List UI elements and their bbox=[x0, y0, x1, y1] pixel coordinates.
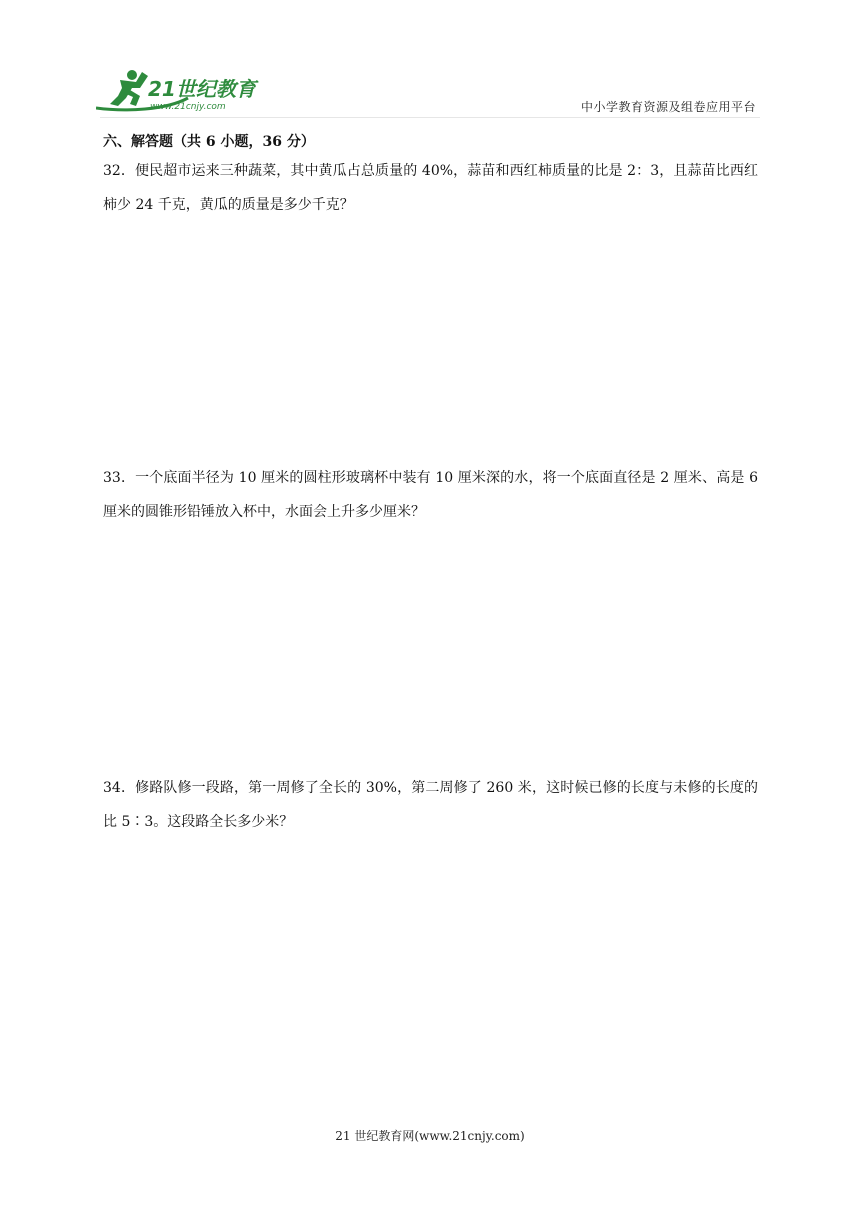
page-footer: 21 世纪教育网(www.21cnjy.com) bbox=[335, 1129, 525, 1143]
question-32: 32．便民超市运来三种蔬菜，其中黄瓜占总质量的 40%，蒜苗和西红柿质量的比是 2：3，且蒜苗比西红柿少 24 千克，黄瓜的质量是多少千克？ bbox=[103, 163, 758, 213]
logo-text: 21世纪教育 bbox=[148, 77, 256, 101]
section-title: 六、解答题（共 6 小题，36 分） bbox=[103, 134, 315, 150]
21cnjy-logo bbox=[96, 66, 266, 116]
question-34: 34．修路队修一段路，第一周修了全长的 30%，第二周修了 260 米，这时候已修的长度与未修的长度的比 5∶3。这段路全长多少米？ bbox=[103, 780, 758, 830]
header-divider bbox=[100, 117, 760, 118]
question-33: 33．一个底面半径为 10 厘米的圆柱形玻璃杯中装有 10 厘米深的水，将一个底面直径是 2 厘米、高是 6 厘米的圆锥形铅锤放入杯中，水面会上升多少厘米？ bbox=[103, 470, 758, 520]
logo-url-text: www.21cnjy.com bbox=[150, 102, 226, 112]
platform-label: 中小学教育资源及组卷应用平台 bbox=[580, 100, 756, 114]
page-header bbox=[0, 0, 860, 118]
logo-graphic bbox=[96, 66, 266, 116]
